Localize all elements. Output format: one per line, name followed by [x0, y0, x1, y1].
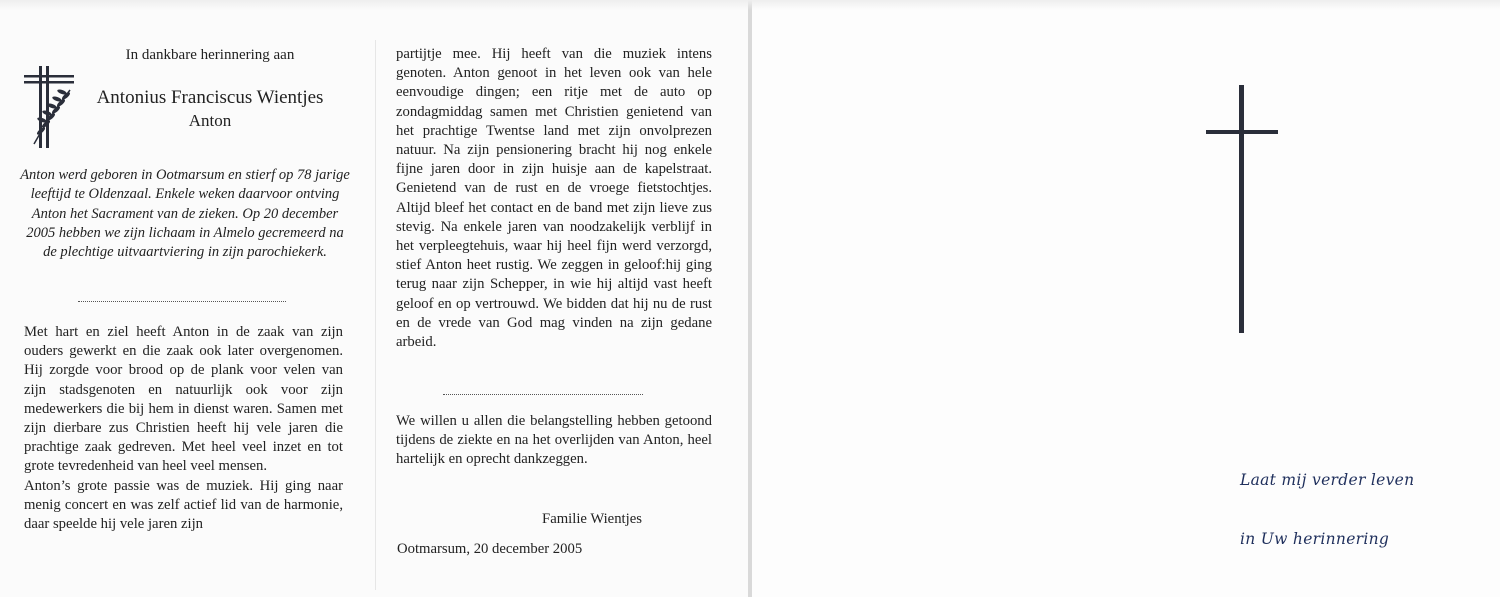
intro-paragraph: Anton werd geboren in Ootmarsum en stierf op 78 jarige leeftijd te Oldenzaal. Enkele weken daarvoor ontving Anton het Sacrament van de zieken. Op 20 december 2005 hebben we zijn lichaam in Almelo gecremeerd na de plechtige uitvaartviering in zijn parochiekerk.: [20, 167, 350, 261]
quote-line-2: in Uw herinnering: [1240, 530, 1390, 548]
family-signature: Familie Wientjes: [542, 511, 642, 527]
fold-line: [748, 0, 752, 597]
memorial-text-column-1: Met hart en ziel heeft Anton in de zaak van zijn ouders gewerkt en die zaak ook later overgenomen. Hij zorgde voor brood op de plank voor velen van zijn stadsgenoten en natuurlijk ook voor zijn medewerkers die bij hem in dienst waren. Samen met zijn dierbare zus Christien heeft hij vele jaren die prachtige zaak gedreven. Met heel veel inzet en tot grote tevredenheid van heel veel mensen. Anton’s grote passie was de muziek. Hij ging naar menig concert en was zelf actief lid van de harmonie, daar speelde hij vele jaren zijn: [24, 324, 343, 533]
thanks-paragraph: We willen u allen die belangstelling hebben getoond tijdens de ziekte en na het overlijden van Anton, heel hartelijk en oprecht dankzeggen.: [396, 413, 712, 468]
deceased-name: Antonius Franciscus Wientjes: [96, 87, 324, 108]
right-page: [752, 0, 1500, 597]
quote-line-1: Laat mij verder leven: [1240, 471, 1415, 489]
memorial-text-column-2: partijtje mee. Hij heeft van die muziek intens genoten. Anton genoot in het leven ook van hele eenvoudige dingen; een ritje met de auto op zondagmiddag samen met Christien genietend van het prachtige Twentse land met zijn onvolprezen natuur. Na zijn pensionering bracht hij nog enkele fijne jaren door in zijn huisje aan de kapelstraat. Genietend van de rust en de vroege fietstochtjes. Altijd bleef het contact en de band met zijn lieve zus stevig. Na enkele jaren van noodzakelijk verblijf in het verpleegtehuis, waar hij heel fijn werd verzorgd, stief Anton heet rustig. We zeggen in geloof:hij ging terug naar zijn Schepper, in wie hij altijd vast heeft geloof en op vertrouwd. We bidden dat hij nu de rust en de vrede van God mag vinden na zijn gedane arbeid.: [396, 46, 712, 351]
dotted-divider: [443, 394, 643, 395]
column-divider: [375, 40, 376, 590]
heading: In dankbare herinnering aan: [125, 47, 295, 63]
dotted-divider: [78, 301, 286, 302]
cross-icon: [1206, 85, 1278, 333]
place-date: Ootmarsum, 20 december 2005: [397, 541, 583, 557]
deceased-nickname: Anton: [188, 111, 232, 130]
scan-shade: [0, 0, 1500, 10]
